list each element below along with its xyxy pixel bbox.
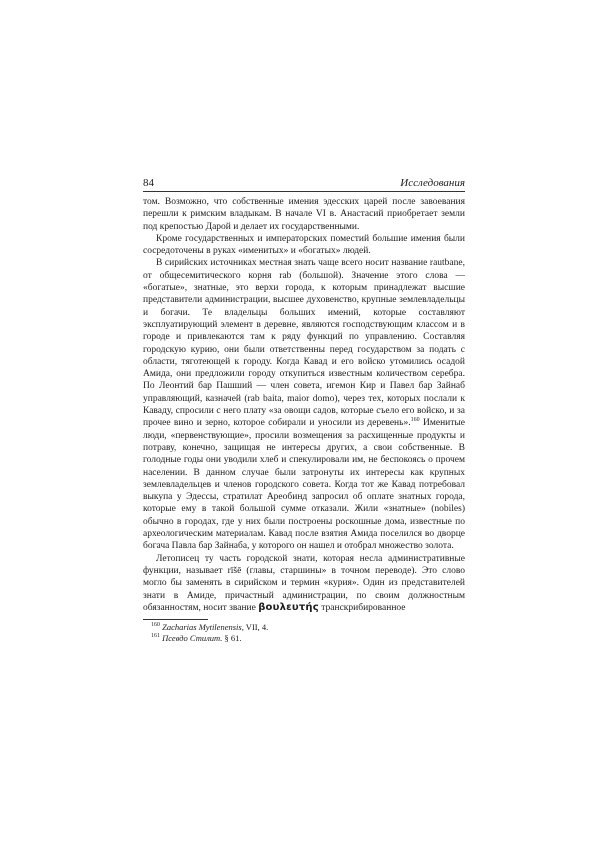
paragraph: Летописец ту часть городской знати, которая несла административные функции, называет rīšē (главы, старшины» в точном переводе). Это слово могло бы заменять в сирийском и термин «курия». Один из представителей знати в Амиде, причастный администрации, по своим должностным обязанностям, носит звание βουλευτής транскрибированное: [143, 553, 465, 613]
running-title: Исследования: [400, 177, 465, 189]
paragraph: Кроме государственных и императорских поместий большие имения были сосредоточены в руках «именитых» и «богатых» людей.: [143, 233, 465, 257]
paragraph: В сирийских источниках местная знать чаще всего носит название rautbane, от общесемитического корня rab (большой). Значение этого слова — «богатые», знатные, это верхи города, к которым принадлежат высшие представители администрации, высшее духовенство, крупные землевладельцы и богачи. Те владельцы больших имений, которые составляют эксплуатирующий элемент в деревне, являются господствующим классом и в городе и привлекаются там к ряду функций по управлению. Составляя городскую курию, они были ответственны перед государством за подать с области, тяготеющей к городу. Когда Кавад и его войско утомились осадой Амида, они предложили городу откупиться известным количеством серебра. По Леонтий бар Пашший — член совета, игемон Кир и Павел бар Зайнаб управляющий, казначей (rab baita, maior domo), через тех, которых послали к Каваду, спросили с него плату «за овощи садов, которые съело его войско, и за прочее вино и зерно, которое собирали и уносили из деревень».$^{160}$ Именитые люди, «первенствующие», просили возмещения за расхищенные продукты и потраву, конечно, защищая не интересы других, а свои собственные. В голодные годы они уводили хлеб и спекулировали им, не беспокоясь о прочем населении. В данном случае были затронуты их интересы как крупных землевладельцев и членов городского совета. Когда тот же Кавад потребовал выкупа у Эдессы, стратилат Ареобинд запросил об оплате знатных города, которые ему в такой большой сумме отказали. Жили «знатные» (nobiles) обычно в городах, где у них были построены роскошные дома, известные по археологическим материалам. Кавад после взятия Амида поселился во дворце богача Павла бар Зайнаба, у которого он нашел и отобрал множество золота.: [143, 258, 465, 552]
footnote-ref-160: 160: [410, 417, 420, 424]
body-text: [143, 196, 465, 614]
footnote-divider: [143, 619, 208, 620]
footnote-160: $^{160}$ Zacharias Mytilenensis, VII, 4.: [151, 622, 269, 633]
running-header: [143, 176, 465, 192]
paragraph: том. Возможно, что собственные имения эдесских царей после завоевания перешли к римским владыкам. В начале VI в. Анастасий приобретает земли под крепостью Дарой и делает их государственными.: [143, 197, 465, 232]
footnote-161: $^{161}$ Псевдо Стилит. § 61.: [151, 633, 242, 644]
greek-term: βουλευτής: [258, 601, 319, 613]
page-number: 84: [143, 177, 154, 189]
book-page: [143, 176, 465, 644]
